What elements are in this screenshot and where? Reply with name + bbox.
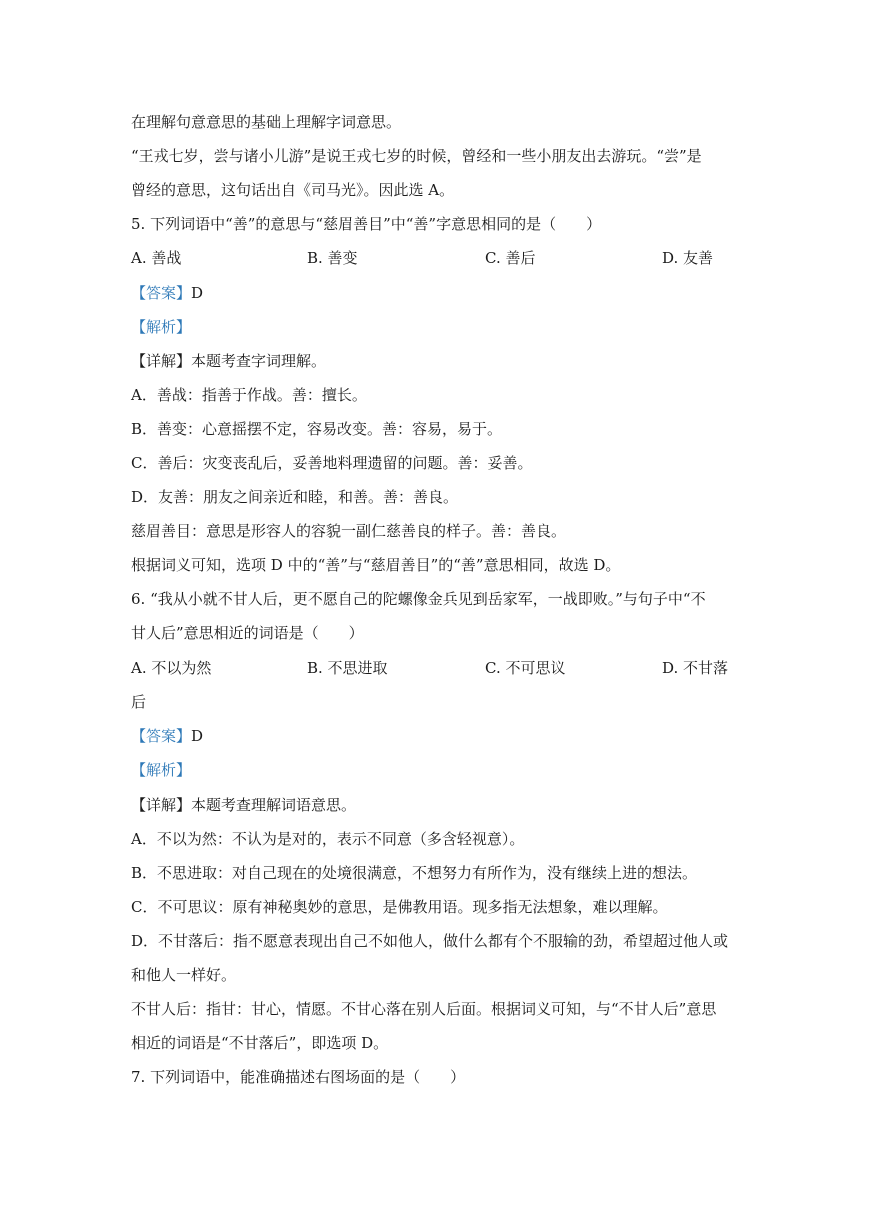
answer-value: D [191, 727, 204, 745]
question-6-stem: 6. “我从小就不甘人后，更不愿自己的陀螺像金兵见到岳家军，一战即败。”与句子中“不 [131, 590, 706, 608]
explain-d-cont: 和他人一样好。 [131, 966, 237, 984]
explain-a: A．善战：指善于作战。善：擅长。 [131, 386, 367, 404]
answer-line [131, 283, 203, 303]
answer-value: D [191, 284, 204, 302]
option-b: B. 不思进取 [307, 659, 388, 677]
explain-b: B．善变：心意摇摆不定，容易改变。善：容易，易于。 [131, 420, 503, 438]
explain-note: 慈眉善目：意思是形容人的容貌一副仁慈善良的样子。善：善良。 [131, 522, 567, 540]
answer-line [131, 726, 203, 746]
analysis-tag: 【解析】 [131, 318, 192, 336]
question-6-options [131, 658, 741, 678]
explain-a: A．不以为然：不认为是对的，表示不同意（多含轻视意）。 [131, 830, 525, 848]
explain-conclusion: 根据词义可知，选项 D 中的“善”与“慈眉善目”的“善”意思相同，故选 D。 [131, 556, 621, 574]
explain-intro: 【详解】本题考查字词理解。 [131, 352, 327, 370]
question-6-stem-cont: 甘人后”意思相近的词语是（ ） [131, 624, 364, 642]
option-a: A. 善战 [131, 249, 182, 267]
explain-note: 不甘人后：指甘：甘心，情愿。不甘心落在别人后面。根据词义可知，与“不甘人后”意思 [131, 1000, 717, 1018]
paragraph-line: 曾经的意思，这句话出自《司马光》。因此选 A。 [131, 181, 455, 199]
option-a: A. 不以为然 [131, 659, 212, 677]
explain-b: B．不思进取：对自己现在的处境很满意，不想努力有所作为，没有继续上进的想法。 [131, 864, 698, 882]
answer-tag: 【答案】 [131, 727, 192, 745]
option-d: D. 友善 [662, 249, 714, 267]
option-c: C. 不可思议 [485, 659, 566, 677]
paragraph-line: 在理解句意意思的基础上理解字词意思。 [131, 113, 402, 131]
option-wrap: 后 [131, 693, 147, 711]
question-7-stem: 7. 下列词语中，能准确描述右图场面的是（ ） [131, 1068, 466, 1086]
option-c: C. 善后 [485, 249, 536, 267]
explain-d: D．友善：朋友之间亲近和睦，和善。善：善良。 [131, 488, 459, 506]
option-b: B. 善变 [307, 249, 358, 267]
explain-intro: 【详解】本题考查理解词语意思。 [131, 796, 357, 814]
explain-c: C．善后：灾变丧乱后，妥善地料理遗留的问题。善：妥善。 [131, 454, 533, 472]
explain-d: D．不甘落后：指不愿意表现出自己不如他人，做什么都有个不服输的劲，希望超过他人或 [131, 932, 729, 950]
question-5-stem: 5. 下列词语中“善”的意思与“慈眉善目”中“善”字意思相同的是（ ） [131, 215, 602, 233]
explain-c: C．不可思议：原有神秘奥妙的意思，是佛教用语。现多指无法想象，难以理解。 [131, 898, 668, 916]
question-5-options [131, 248, 741, 268]
explain-note-cont: 相近的词语是“不甘落后”，即选项 D。 [131, 1034, 389, 1052]
analysis-tag: 【解析】 [131, 761, 192, 779]
option-d: D. 不甘落 [662, 659, 729, 677]
paragraph-line: “王戎七岁，尝与诸小儿游”是说王戎七岁的时候，曾经和一些小朋友出去游玩。“尝”是 [131, 147, 702, 165]
answer-tag: 【答案】 [131, 284, 192, 302]
